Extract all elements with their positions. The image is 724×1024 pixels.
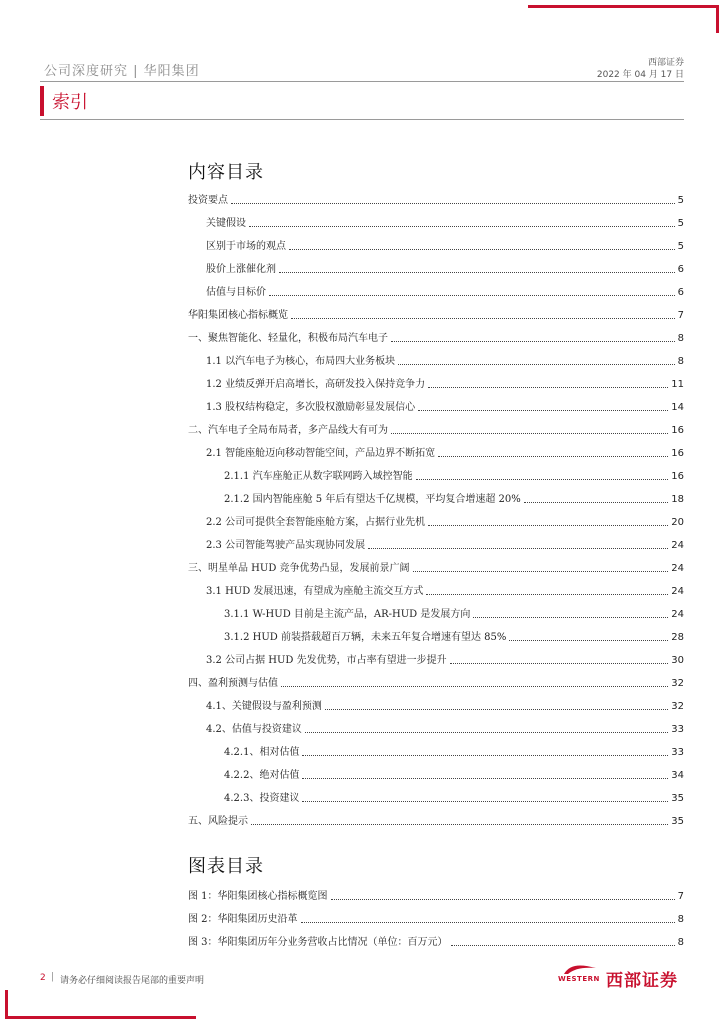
toc-entry-label: 2.3 公司智能驾驶产品实现协同发展 (206, 540, 366, 551)
page-number: 2 (40, 973, 46, 983)
toc-leader (426, 594, 668, 595)
toc-leader (368, 548, 668, 549)
toc-entry-page: 30 (671, 655, 684, 666)
toc-leader (302, 801, 668, 802)
toc-entry-page: 20 (671, 517, 684, 528)
toc-entry[interactable] (224, 630, 684, 644)
toc-leader (524, 502, 669, 503)
toc-entry[interactable] (188, 331, 684, 345)
toc-entry[interactable] (206, 446, 684, 460)
toc-entry-page: 8 (677, 356, 684, 367)
toc-entry-label: 三、明星单品 HUD 竞争优势凸显，发展前景广阔 (188, 563, 410, 574)
toc-leader (331, 899, 675, 900)
toc-entry-label: 一、聚焦智能化、轻量化，积极布局汽车电子 (188, 333, 388, 344)
toc-entry[interactable] (206, 538, 684, 552)
toc-entry[interactable] (206, 285, 684, 299)
toc-entry[interactable] (224, 791, 684, 805)
toc-entry-label: 2.2 公司可提供全套智能座舱方案，占据行业先机 (206, 517, 426, 528)
toc-entry-page: 18 (671, 494, 684, 505)
toc-entry-label: 4.2.3、投资建议 (224, 793, 300, 804)
toc-entry-page: 24 (671, 563, 684, 574)
toc-leader (269, 295, 675, 296)
figure-entry-page: 8 (677, 914, 684, 925)
toc-leader (279, 272, 675, 273)
brand-logo (558, 962, 688, 992)
toc-entry-label: 二、汽车电子全局布局者，多产品线大有可为 (188, 425, 388, 436)
toc-leader (301, 922, 675, 923)
toc-entry[interactable] (206, 354, 684, 368)
toc-entry[interactable] (206, 262, 684, 276)
corner-decoration-top-right (528, 5, 719, 8)
figures-heading: 图表目录 (188, 856, 264, 877)
toc-entry-label: 2.1.2 国内智能座舱 5 年后有望达千亿规模，平均复合增速超 20% (224, 494, 521, 505)
toc-entry-page: 24 (671, 609, 684, 620)
header-divider (40, 81, 684, 82)
toc-leader (302, 778, 668, 779)
toc-entry-page: 32 (671, 678, 684, 689)
toc-leader (450, 663, 669, 664)
toc-entry-page: 8 (677, 333, 684, 344)
section-accent-bar (40, 86, 44, 116)
toc-entry-label: 四、盈利预测与估值 (188, 678, 278, 689)
toc-leader (302, 755, 668, 756)
toc-entry-page: 16 (671, 425, 684, 436)
toc-entry-page: 16 (671, 471, 684, 482)
toc-entry-page: 16 (671, 448, 684, 459)
toc-entry[interactable] (206, 722, 684, 736)
toc-leader (291, 318, 675, 319)
toc-entry-page: 35 (671, 793, 684, 804)
toc-entry[interactable] (224, 607, 684, 621)
toc-entry[interactable] (188, 308, 684, 322)
toc-entry[interactable] (188, 423, 684, 437)
toc-entry[interactable] (224, 745, 684, 759)
figure-entry[interactable] (188, 935, 684, 949)
toc-entry[interactable] (188, 814, 684, 828)
toc-entry-page: 11 (671, 379, 684, 390)
toc-entry-label: 估值与目标价 (206, 287, 266, 298)
toc-leader (418, 410, 668, 411)
toc-leader (428, 387, 668, 388)
toc-leader (473, 617, 668, 618)
toc-leader (289, 249, 675, 250)
toc-entry-label: 4.2、估值与投资建议 (206, 724, 302, 735)
toc-entry-page: 6 (677, 287, 684, 298)
toc-leader (413, 571, 669, 572)
toc-entry-label: 3.1.2 HUD 前装搭载超百万辆，未来五年复合增速有望达 85% (224, 632, 507, 643)
contents-heading: 内容目录 (188, 162, 264, 183)
figure-entry-page: 7 (677, 891, 684, 902)
toc-leader (398, 364, 675, 365)
toc-entry-label: 1.3 股权结构稳定，多次股权激励彰显发展信心 (206, 402, 416, 413)
toc-entry-label: 3.1 HUD 发展迅速，有望成为座舱主流交互方式 (206, 586, 424, 597)
toc-entry[interactable] (224, 768, 684, 782)
toc-entry-label: 华阳集团核心指标概览 (188, 310, 288, 321)
brand-label: 西部证券 (647, 58, 684, 68)
toc-entry-page: 6 (677, 264, 684, 275)
toc-entry-label: 五、风险提示 (188, 816, 248, 827)
figure-entry-label: 图 2：华阳集团历史沿革 (188, 914, 298, 925)
toc-leader (305, 732, 668, 733)
toc-entry-page: 33 (671, 724, 684, 735)
toc-entry-label: 股价上涨催化剂 (206, 264, 276, 275)
toc-entry-page: 5 (677, 218, 684, 229)
toc-entry-label: 2.1 智能座舱迈向移动智能空间，产品边界不断拓宽 (206, 448, 436, 459)
figure-entry-label: 图 1：华阳集团核心指标概览图 (188, 891, 328, 902)
toc-entry[interactable] (224, 492, 684, 506)
toc-entry[interactable] (206, 400, 684, 414)
toc-leader (428, 525, 668, 526)
report-type-label: 公司深度研究 | 华阳集团 (44, 64, 200, 79)
toc-entry[interactable] (188, 193, 684, 207)
toc-leader (451, 945, 675, 946)
section-divider (40, 119, 684, 120)
toc-entry[interactable] (188, 676, 684, 690)
section-title: 索引 (52, 92, 88, 113)
toc-entry-label: 2.1.1 汽车座舱正从数字联网跨入域控智能 (224, 471, 413, 482)
toc-entry[interactable] (206, 239, 684, 253)
toc-entry[interactable] (188, 561, 684, 575)
toc-entry-label: 投资要点 (188, 195, 228, 206)
figure-entry[interactable] (188, 912, 684, 926)
toc-entry-label: 1.1 以汽车电子为核心，布局四大业务板块 (206, 356, 396, 367)
toc-leader (251, 824, 668, 825)
disclaimer-note: 请务必仔细阅读报告尾部的重要声明 (60, 976, 205, 986)
brand-logo-chinese: 西部证券 (606, 971, 678, 991)
toc-entry-page: 7 (677, 310, 684, 321)
toc-leader (509, 640, 668, 641)
toc-leader (438, 456, 668, 457)
toc-entry[interactable] (206, 515, 684, 529)
figure-entry-page: 8 (677, 937, 684, 948)
toc-leader (249, 226, 675, 227)
toc-entry-page: 5 (677, 241, 684, 252)
toc-leader (391, 341, 675, 342)
figure-entry[interactable] (188, 889, 684, 903)
toc-entry[interactable] (224, 469, 684, 483)
toc-leader (391, 433, 668, 434)
toc-entry-label: 1.2 业绩反弹开启高增长，高研发投入保持竞争力 (206, 379, 426, 390)
toc-entry[interactable] (206, 653, 684, 667)
toc-entry-page: 24 (671, 540, 684, 551)
toc-entry-label: 4.1、关键假设与盈利预测 (206, 701, 322, 712)
toc-entry[interactable] (206, 699, 684, 713)
toc-entry-page: 32 (671, 701, 684, 712)
toc-leader (281, 686, 668, 687)
figure-entry-label: 图 3：华阳集团历年分业务营收占比情况（单位：百万元） (188, 937, 448, 948)
toc-entry[interactable] (206, 377, 684, 391)
toc-entry[interactable] (206, 584, 684, 598)
toc-leader (231, 203, 675, 204)
brand-logo-english: WESTERN (558, 975, 600, 983)
footer-separator: | (51, 972, 55, 982)
toc-entry-page: 34 (671, 770, 684, 781)
corner-decoration-top-right-vertical (716, 5, 719, 33)
toc-entry-page: 33 (671, 747, 684, 758)
toc-entry-page: 35 (671, 816, 684, 827)
toc-entry-page: 24 (671, 586, 684, 597)
corner-decoration-bottom-left-vertical (5, 990, 8, 1019)
toc-entry-page: 5 (677, 195, 684, 206)
toc-leader (325, 709, 668, 710)
toc-entry[interactable] (206, 216, 684, 230)
toc-entry-label: 区别于市场的观点 (206, 241, 286, 252)
toc-entry-label: 4.2.1、相对估值 (224, 747, 300, 758)
toc-entry-label: 关键假设 (206, 218, 246, 229)
brand-logo-icon (562, 962, 598, 976)
toc-entry-page: 14 (671, 402, 684, 413)
toc-entry-label: 4.2.2、绝对估值 (224, 770, 300, 781)
corner-decoration-bottom-left (5, 1016, 196, 1019)
toc-leader (416, 479, 669, 480)
toc-entry-label: 3.1.1 W-HUD 目前是主流产品，AR-HUD 是发展方向 (224, 609, 471, 620)
toc-entry-page: 28 (671, 632, 684, 643)
report-date: 2022 年 04 月 17 日 (596, 70, 684, 80)
toc-entry-label: 3.2 公司占据 HUD 先发优势，市占率有望进一步提升 (206, 655, 447, 666)
